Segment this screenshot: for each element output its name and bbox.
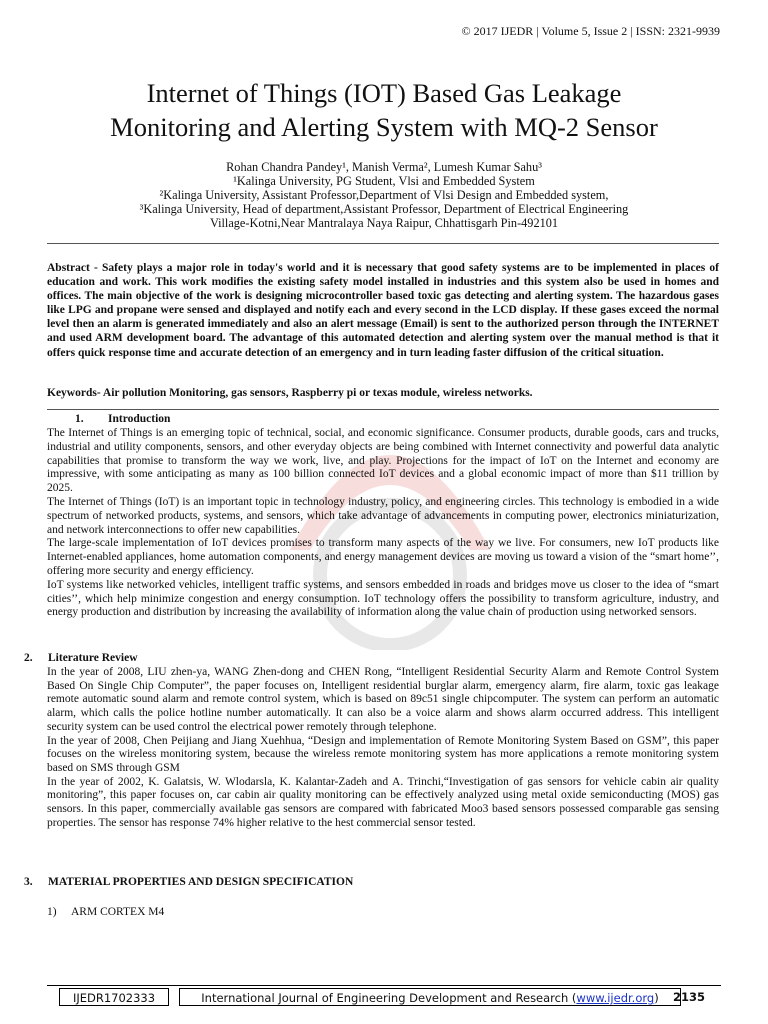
journal-name-text: International Journal of Engineering Development and Research ( xyxy=(201,991,577,1005)
author-names: Rohan Chandra Pandey¹, Manish Verma², Lumesh Kumar Sahu³ xyxy=(226,160,542,174)
journal-name xyxy=(179,988,681,1006)
section-title: Introduction xyxy=(108,413,171,425)
paragraph: In the year of 2002, K. Galatsis, W. Wlodarsla, K. Kalantar-Zadeh and A. Trinchi,“Investigation of gas sensors for vehicle cabin air quality monitoring”, this paper focuses on, car cabin air quality monitoring can be effectively analyzed using metal oxide semiconducting (MOS) gas sensors. In this paper, commercially available gas sensors are compared with fabricated Moo3 based sensors possessed comparable gas sensing properties. The sensor has response 74% higher relative to the hest commercial sensor tested. xyxy=(47,775,719,829)
paper-title xyxy=(40,76,728,144)
abstract: Abstract - Safety plays a major role in today's world and it is necessary that good safety systems are to be implemented in places of education and work. This work modifies the existing safety model installed in industries and this system also be used in homes and offices. The main objective of the work is designing microcontroller based toxic gas detecting and alerting system. The hazardous gases like LPG and propane were sensed and displayed and notify each and every second in the LCD display. If these gases exceed the normal level then an alarm is generated immediately and also an alert message (Email) is sent to the authorized person through the INTERNET and used ARM development board. The advantage of this automated detection and alerting system over the manual method is that it offers quick response time and accurate detection of an emergency and in turn leading faster diffusion of the critical situation. xyxy=(47,262,719,359)
list-item-arm-cortex xyxy=(47,906,164,918)
page-footer xyxy=(47,988,721,1008)
section-title: MATERIAL PROPERTIES AND DESIGN SPECIFICATION xyxy=(48,876,354,888)
section-number: 2. xyxy=(24,652,33,664)
paragraph: The large-scale implementation of IoT devices promises to transform many aspects of the way we live. For consumers, new IoT products like Internet-enabled appliances, home automation components, and energy management devices are moving us toward a vision of the “smart home’’, offering more security and energy efficiency. xyxy=(47,537,719,577)
introduction-body xyxy=(47,427,719,620)
author-affiliation-1: ¹Kalinga University, PG Student, Vlsi and Embedded System xyxy=(233,174,535,188)
section-number: 1. xyxy=(75,413,84,425)
section-heading-literature-review xyxy=(24,652,138,664)
paragraph: In the year of 2008, Chen Peijiang and Jiang Xuehhua, “Design and implementation of Remote Monitoring System Based on GSM”, this paper focuses on the wireless monitoring system, because the wireless remote monitoring system has more applications a remote monitoring system based on SMS through GSM xyxy=(47,734,719,774)
journal-website-link[interactable]: www.ijedr.org xyxy=(576,991,655,1005)
list-item-label: ARM CORTEX M4 xyxy=(71,906,165,918)
author-affiliation-3: ³Kalinga University, Head of department,Assistant Professor, Department of Electrical Engineering xyxy=(139,202,629,216)
footer-rule xyxy=(47,985,721,986)
keywords: Keywords- Air pollution Monitoring, gas sensors, Raspberry pi or texas module, wireless networks. xyxy=(47,387,533,399)
divider-rule-keywords xyxy=(47,409,719,410)
section-heading-introduction xyxy=(75,413,170,425)
paragraph: In the year of 2008, LIU zhen-ya, WANG Zhen-dong and CHEN Rong, “Intelligent Residential Security Alarm and Remote Control System Based On Single Chip Computer”, the paper focuses on, Intelligent residential burglar alarm, emergency alarm, fire alarm, toxic gas leakage remote automatic sound alarm and remote control system, which is based on 89c51 single chipcomputer. The system can perform an automatic alarm, which calls the police hotline number automatically. It can also be a voice alarm and shows alarm occurred address. This intelligent security system can be used control the electrical power remotely through telephone. xyxy=(47,666,719,733)
divider-rule-top xyxy=(47,243,719,244)
literature-review-body xyxy=(47,666,719,830)
paragraph: IoT systems like networked vehicles, intelligent traffic systems, and sensors embedded in roads and bridges move us closer to the idea of “smart cities’’, which help minimize congestion and energy consumption. IoT technology offers the possibility to transform agriculture, industry, and energy production and distribution by increasing the availability of information along the value chain of production using networked sensors. xyxy=(47,578,719,619)
author-affiliation-2: ²Kalinga University, Assistant Professor,Department of Vlsi Design and Embedded system, xyxy=(159,188,609,202)
paper-title-line-2: Monitoring and Alerting System with MQ-2 Sensor xyxy=(110,112,658,142)
journal-name-suffix: ) xyxy=(654,991,659,1005)
page-number: 2135 xyxy=(672,990,705,1004)
author-block xyxy=(40,160,728,230)
section-title: Literature Review xyxy=(48,652,138,664)
list-item-number: 1) xyxy=(47,906,57,918)
paragraph: The Internet of Things (IoT) is an important topic in technology industry, policy, and engineering circles. This technology is embodied in a wide spectrum of networked products, systems, and sensors, which take advantage of advancements in computing power, electronics miniaturization, and network interconnections to offer new capabilities. xyxy=(47,495,719,536)
section-heading-material-properties xyxy=(24,876,353,888)
paragraph: The Internet of Things is an emerging topic of technical, social, and economic significance. Consumer products, durable goods, cars and trucks, industrial and utility components, sensors, and other everyday objects are being combined with Internet connectivity and powerful data analytic capabilities that promise to transform the way we work, live, and play. Projections for the impact of IoT on the Internet and economy are impressive, with some anticipating as many as 100 billion connected IoT devices and a global economic impact of more than $11 trillion by 2025. xyxy=(47,427,719,495)
section-number: 3. xyxy=(24,876,33,888)
author-address: Village-Kotni,Near Mantralaya Naya Raipur, Chhattisgarh Pin-492101 xyxy=(209,216,559,230)
journal-copyright-header: © 2017 IJEDR | Volume 5, Issue 2 | ISSN: 2321-9939 xyxy=(461,24,720,38)
paper-title-line-1: Internet of Things (IOT) Based Gas Leakage xyxy=(146,78,622,108)
paper-code: IJEDR1702333 xyxy=(59,988,169,1006)
